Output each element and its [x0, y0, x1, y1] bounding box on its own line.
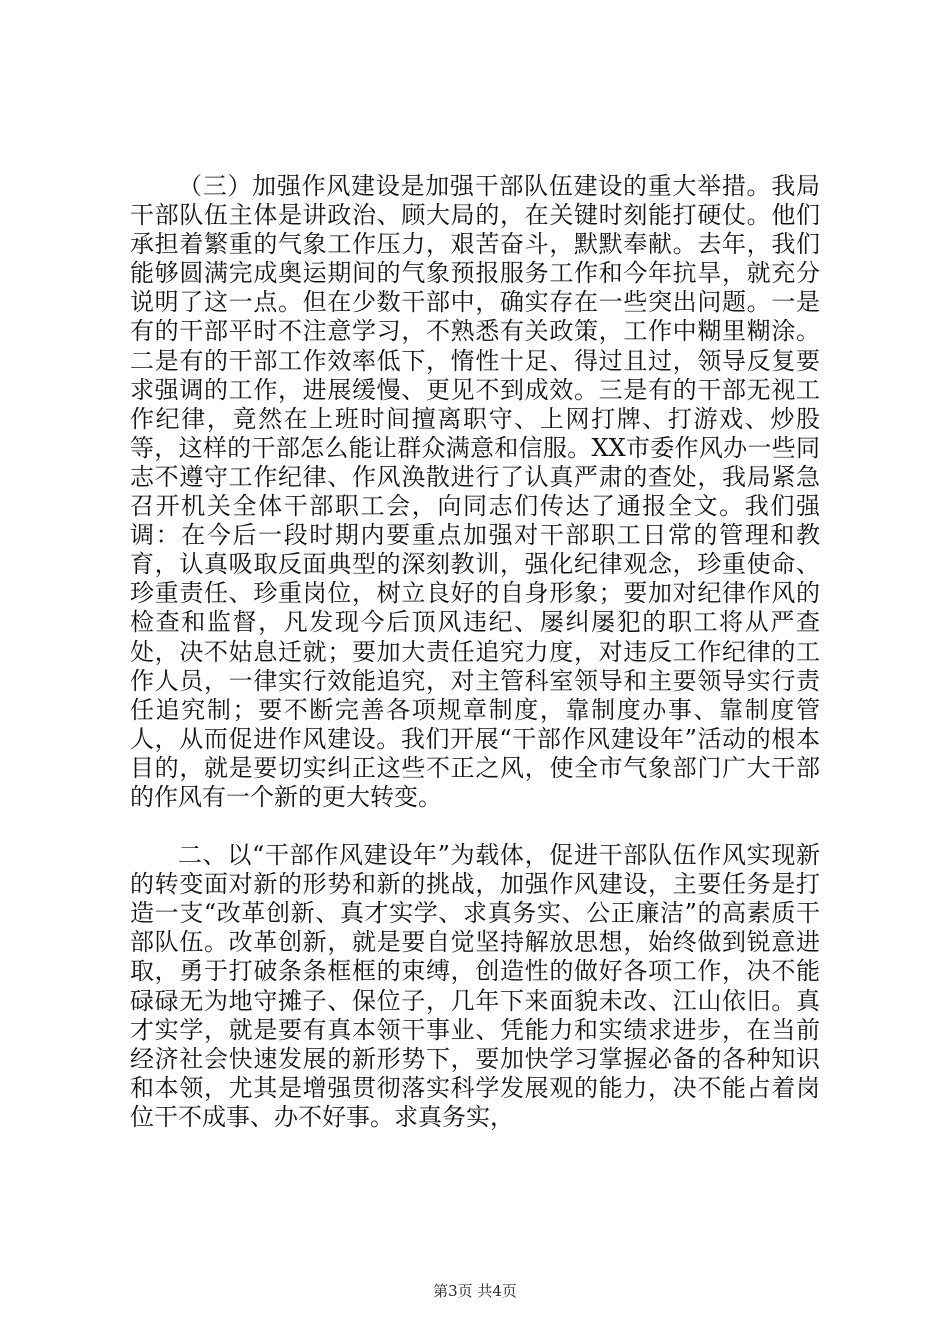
paragraph-2: 二、以“干部作风建设年”为载体，促进干部队伍作风实现新的转变面对新的形势和新的挑战，加强作风建设，主要任务是打造一支“改革创新、真才实学、求真务实、公正廉洁”的高素质干部队伍。改革创新，就是要自觉坚持解放思想，始终做到锐意进取，勇于打破条条框框的束缚，创造性的做好各项工作，决不能碌碌无为地守摊子、保位子，几年下来面貌未改、江山依旧。真才实学，就是要有真本领干事业、凭能力和实绩求进步，在当前经济社会快速发展的新形势下，要加快学习掌握必备的各种知识和本领，尤其是增强贯彻落实科学发展观的能力，决不能占着岗位干不成事、办不好事。求真务实，: [130, 841, 820, 1131]
page-number-footer: 第3页 共4页: [433, 1282, 517, 1300]
document-body: [130, 172, 820, 1132]
paragraph-1: （三）加强作风建设是加强干部队伍建设的重大举措。我局干部队伍主体是讲政治、顾大局的，在关键时刻能打硬仗。他们承担着繁重的气象工作压力，艰苦奋斗，默默奉献。去年，我们能够圆满完成奥运期间的气象预报服务工作和今年抗旱，就充分说明了这一点。但在少数干部中，确实存在一些突出问题。一是有的干部平时不注意学习，不熟悉有关政策，工作中糊里糊涂。二是有的干部工作效率低下，惰性十足、得过且过，领导反复要求强调的工作，进展缓慢、更见不到成效。三是有的干部无视工作纪律，竟然在上班时间擅离职守、上网打牌、打游戏、炒股等，这样的干部怎么能让群众满意和信服。XX市委作风办一些同志不遵守工作纪律、作风涣散进行了认真严肃的查处，我局紧急召开机关全体干部职工会，向同志们传达了通报全文。我们强调：在今后一段时期内要重点加强对干部职工日常的管理和教育，认真吸取反面典型的深刻教训，强化纪律观念，珍重使命、珍重责任、珍重岗位，树立良好的自身形象；要加对纪律作风的检查和监督，凡发现今后顶风违纪、屡纠屡犯的职工将从严查处，决不姑息迁就；要加大责任追究力度，对违反工作纪律的工作人员，一律实行效能追究，对主管科室领导和主要领导实行责任追究制；要不断完善各项规章制度，靠制度办事、靠制度管人，从而促进作风建设。我们开展“干部作风建设年”活动的根本目的，就是要切实纠正这些不正之风，使全市气象部门广大干部的作风有一个新的更大转变。: [130, 172, 820, 811]
